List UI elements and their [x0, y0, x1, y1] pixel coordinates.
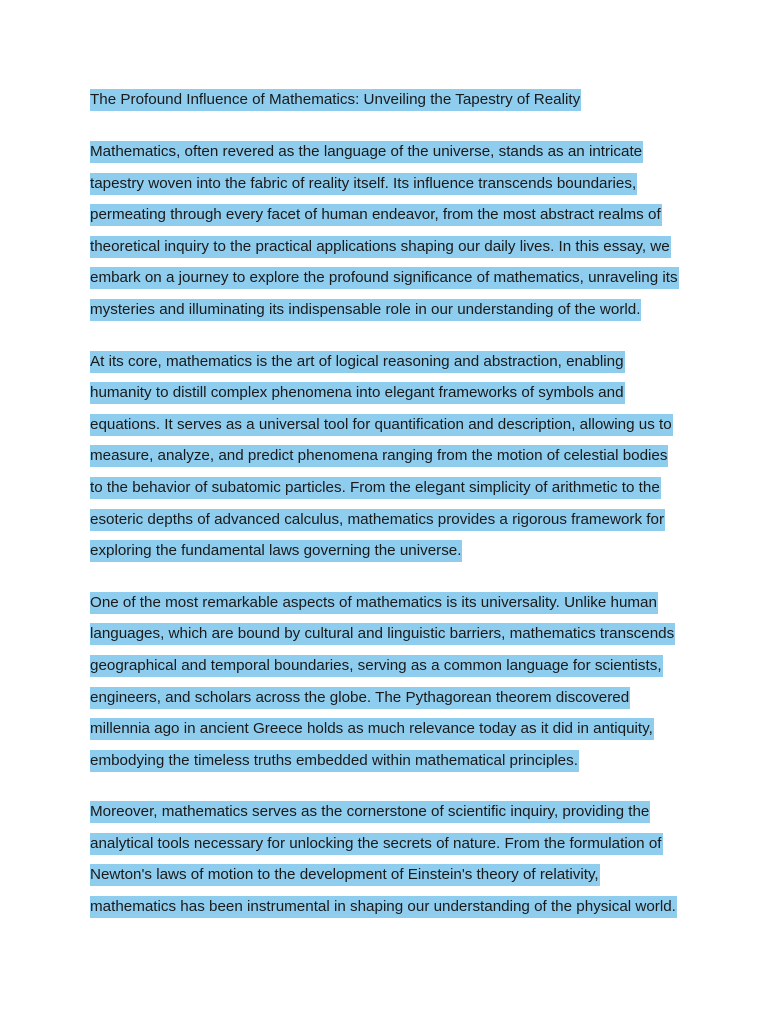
text-line	[90, 833, 682, 865]
text-line	[90, 540, 682, 572]
text-line-content: Mathematics, often revered as the language of the universe, stands as an intricate	[90, 141, 643, 163]
text-line-content: geographical and temporal boundaries, serving as a common language for scientists,	[90, 655, 663, 677]
text-line	[90, 718, 682, 750]
text-line-content: humanity to distill complex phenomena into elegant frameworks of symbols and	[90, 382, 625, 404]
text-line	[90, 477, 682, 509]
text-line	[90, 623, 682, 655]
text-line-content: tapestry woven into the fabric of reality itself. Its influence transcends boundaries,	[90, 173, 637, 195]
document-page	[90, 89, 682, 928]
text-line-content: permeating through every facet of human endeavor, from the most abstract realms of	[90, 204, 662, 226]
text-line-content: to the behavior of subatomic particles. From the elegant simplicity of arithmetic to the	[90, 477, 661, 499]
text-line	[90, 382, 682, 414]
text-line-content: At its core, mathematics is the art of logical reasoning and abstraction, enabling	[90, 351, 625, 373]
text-line	[90, 750, 682, 782]
paragraph-2	[90, 351, 682, 572]
paragraph-gap	[90, 121, 682, 141]
text-line	[90, 801, 682, 833]
text-line-content: One of the most remarkable aspects of mathematics is its universality. Unlike human	[90, 592, 658, 614]
text-line	[90, 687, 682, 719]
paragraph-1	[90, 141, 682, 331]
text-line	[90, 445, 682, 477]
text-line-content: equations. It serves as a universal tool for quantification and description, allowing us to	[90, 414, 673, 436]
paragraph-gap	[90, 572, 682, 592]
paragraph-gap	[90, 781, 682, 801]
text-line-content: Moreover, mathematics serves as the cornerstone of scientific inquiry, providing the	[90, 801, 650, 823]
text-line	[90, 236, 682, 268]
text-line	[90, 173, 682, 205]
text-line	[90, 414, 682, 446]
text-line	[90, 864, 682, 896]
text-line	[90, 509, 682, 541]
paragraph-3	[90, 592, 682, 782]
text-line	[90, 141, 682, 173]
text-line-content: engineers, and scholars across the globe. The Pythagorean theorem discovered	[90, 687, 630, 709]
text-line-content: mysteries and illuminating its indispensable role in our understanding of the world.	[90, 299, 641, 321]
text-line-content: Newton's laws of motion to the development of Einstein's theory of relativity,	[90, 864, 600, 886]
text-line-content: embodying the timeless truths embedded within mathematical principles.	[90, 750, 579, 772]
text-line-content: exploring the fundamental laws governing the universe.	[90, 540, 462, 562]
document-title-line	[90, 89, 682, 121]
paragraph-4	[90, 801, 682, 927]
text-line	[90, 896, 682, 928]
document-title: The Profound Influence of Mathematics: Unveiling the Tapestry of Reality	[90, 89, 581, 111]
text-line	[90, 267, 682, 299]
text-line	[90, 351, 682, 383]
text-line-content: languages, which are bound by cultural and linguistic barriers, mathematics transcends	[90, 623, 675, 645]
text-line-content: measure, analyze, and predict phenomena ranging from the motion of celestial bodies	[90, 445, 668, 467]
text-line	[90, 299, 682, 331]
text-line	[90, 655, 682, 687]
text-line-content: esoteric depths of advanced calculus, mathematics provides a rigorous framework for	[90, 509, 665, 531]
text-line-content: analytical tools necessary for unlocking the secrets of nature. From the formulation of	[90, 833, 663, 855]
text-line-content: embark on a journey to explore the profound significance of mathematics, unraveling its	[90, 267, 679, 289]
text-line-content: theoretical inquiry to the practical applications shaping our daily lives. In this essay, we	[90, 236, 671, 258]
text-line	[90, 592, 682, 624]
text-line-content: mathematics has been instrumental in shaping our understanding of the physical world.	[90, 896, 677, 918]
text-line-content: millennia ago in ancient Greece holds as much relevance today as it did in antiquity,	[90, 718, 654, 740]
paragraph-gap	[90, 331, 682, 351]
text-line	[90, 204, 682, 236]
